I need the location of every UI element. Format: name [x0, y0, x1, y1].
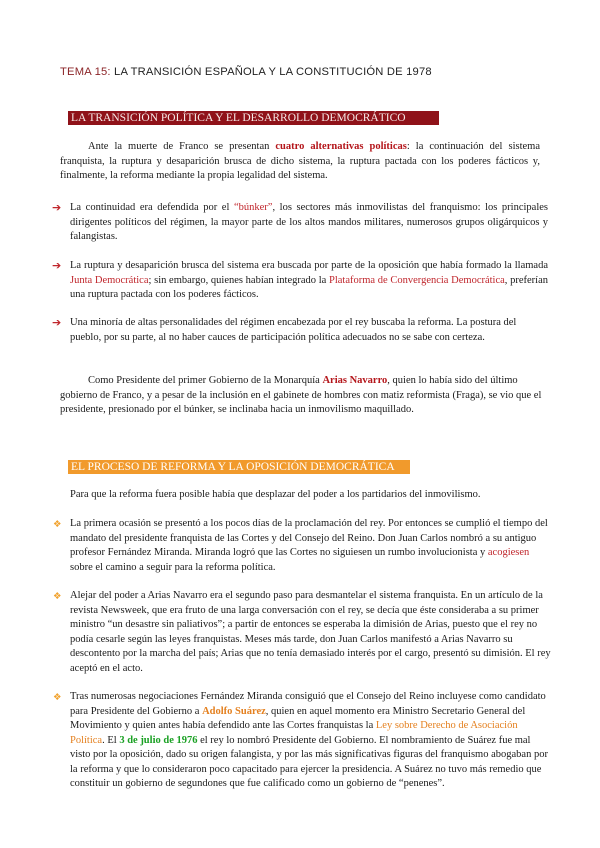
- closing-text-2: , quien lo había sido del último gobierno de Franco, y a pesar de la inclusión en el gabinete de hombres con matiz reformista (Fraga), se vio que el presidente, presionado por el búnker, se inclinaba hacia un inmovilismo maquillado.: [60, 375, 542, 415]
- arrow-bullet-icon: ➔: [52, 316, 62, 329]
- closing-text-1: Como Presidente del primer Gobierno de la Monarquía: [88, 375, 323, 386]
- s2-bullet1-text-2: sobre el camino a seguir para la reforma política.: [70, 561, 276, 573]
- bullet2-text-1: La ruptura y desaparición brusca del sistema era buscada por parte de la oposición que había formado la llamada: [70, 260, 548, 271]
- highlight-bunker: “búnker”: [233, 202, 273, 213]
- section2-heading: EL PROCESO DE REFORMA Y LA OPOSICIÓN DEMOCRÁTICA: [68, 460, 410, 474]
- highlight-acogiesen: acogiesen: [487, 547, 530, 558]
- highlight-adolfo-suarez: Adolfo Suárez: [202, 705, 266, 717]
- title-label: TEMA 15:: [60, 66, 111, 78]
- s2-bullet3-text-2: , quien en aquel momento era Ministro Secretario General del Movimiento y quien antes había defendido ante las Cortes franquistas la: [70, 705, 526, 731]
- section1-closing-paragraph: [60, 374, 548, 418]
- s2-bullet1-text-1: La primera ocasión se presentó a los pocos días de la proclamación del rey. Por entonces se cumplió el tiempo del mandato del presidente franquista de las Cortes y del Consejo del Reino. Don Juan Carlos nombró a su antiguo profesor Fernández Miranda. Miranda logró que las Cortes no siguiesen un rumbo involucionista y: [70, 518, 548, 558]
- section2-bullet-3: [70, 690, 552, 792]
- section2-bullet-2: [70, 589, 552, 676]
- highlight-fecha-1976: 3 de julio de 1976: [119, 734, 198, 746]
- s2-bullet3-text-3: . El: [102, 734, 120, 746]
- s2-bullet3-text-4: el rey lo nombró Presidente del Gobierno. El nombramiento de Suárez fue mal visto por la oposición, dado su origen falangista, y por las más significativas figuras del franquismo abogaban por la reforma y que lo consideraron poco capacitado para ejercer la presidencia. A Suárez no tuvo más remedio que constituir un gobierno de segundones que fue calificado como un gobierno de “penenes”.: [70, 734, 548, 789]
- section1-heading: LA TRANSICIÓN POLÍTICA Y EL DESARROLLO DEMOCRÁTICO: [68, 111, 439, 125]
- section1-bullet-3: [70, 316, 548, 345]
- bullet1-text-1: La continuidad era defendida por el: [70, 202, 234, 213]
- highlight-junta-democratica: Junta Democrática: [70, 274, 149, 286]
- bullet2-text-2: ; sin embargo, quienes habían integrado la: [148, 274, 329, 286]
- bullet1-text-2: , los sectores más inmovilistas del franquismo: los principales dirigentes políticos del régimen, la mayor parte de los altos mandos militares, numerosos grupos oligárquicos y falangistas.: [70, 202, 548, 242]
- bullet2-text-3: , preferían una ruptura pactada con los poderes fácticos.: [70, 274, 549, 300]
- highlight-arias-navarro: Arias Navarro: [322, 375, 388, 386]
- section1-intro-paragraph: [60, 140, 540, 184]
- diamond-bullet-icon: ❖: [53, 692, 62, 703]
- section1-bullet-2: [70, 259, 548, 303]
- s2-bullet3-text-1: Tras numerosas negociaciones Fernández Miranda consiguió que el Consejo del Reino incluyese como candidato para Presidente del Gobierno a: [70, 691, 546, 717]
- highlight-ley-asociacion: Ley sobre Derecho de Asociación Política: [70, 720, 518, 746]
- highlight-alternativas: cuatro alternativas políticas: [275, 141, 407, 152]
- s2-bullet2-text-1: Alejar del poder a Arias Navarro era el segundo paso para desmantelar el sistema franquista. En un artículo de la revista Newsweek, que era fruto de una larga conversación con el rey, se decía que éste consideraba a su primer ministro “un desastre sin paliativos”; a partir de entonces se esperaba la dimisión de Arias, puesto que el rey no podía cesarle según las leyes franquistas. Meses más tarde, don Juan Carlos manifestó a Arias Navarro su descontento por la marcha del país; Arias que no tenía demasiado interés por el cargo, presentó su dimisión. El rey aceptó en el acto.: [70, 590, 551, 674]
- section2-bullet-1: [70, 517, 552, 575]
- diamond-bullet-icon: ❖: [53, 591, 62, 602]
- arrow-bullet-icon: ➔: [52, 201, 62, 214]
- arrow-bullet-icon: ➔: [52, 259, 62, 272]
- section1-bullet-1: [70, 201, 548, 245]
- highlight-plataforma: Plataforma de Convergencia Democrática: [328, 274, 505, 286]
- diamond-bullet-icon: ❖: [53, 519, 62, 530]
- title-text: LA TRANSICIÓN ESPAÑOLA Y LA CONSTITUCIÓN DE 1978: [110, 66, 432, 78]
- intro-text-2: : la continuación del sistema franquista, la ruptura y desaparición brusca de dicho sistema, la ruptura pactada con los poderes fácticos y, finalmente, la reforma mediante la propia legalidad del sistema.: [60, 141, 540, 181]
- document-title: [60, 66, 560, 78]
- intro-text-1: Ante la muerte de Franco se presentan: [88, 141, 276, 152]
- section2-intro-paragraph: Para que la reforma fuera posible había que desplazar del poder a los partidarios del inmovilismo.: [70, 489, 481, 500]
- bullet3-text-1: Una minoría de altas personalidades del régimen encabezada por el rey buscaba la reforma. La postura del pueblo, por su parte, al no haber cauces de participación política adecuados no se sabe con certeza.: [70, 317, 517, 343]
